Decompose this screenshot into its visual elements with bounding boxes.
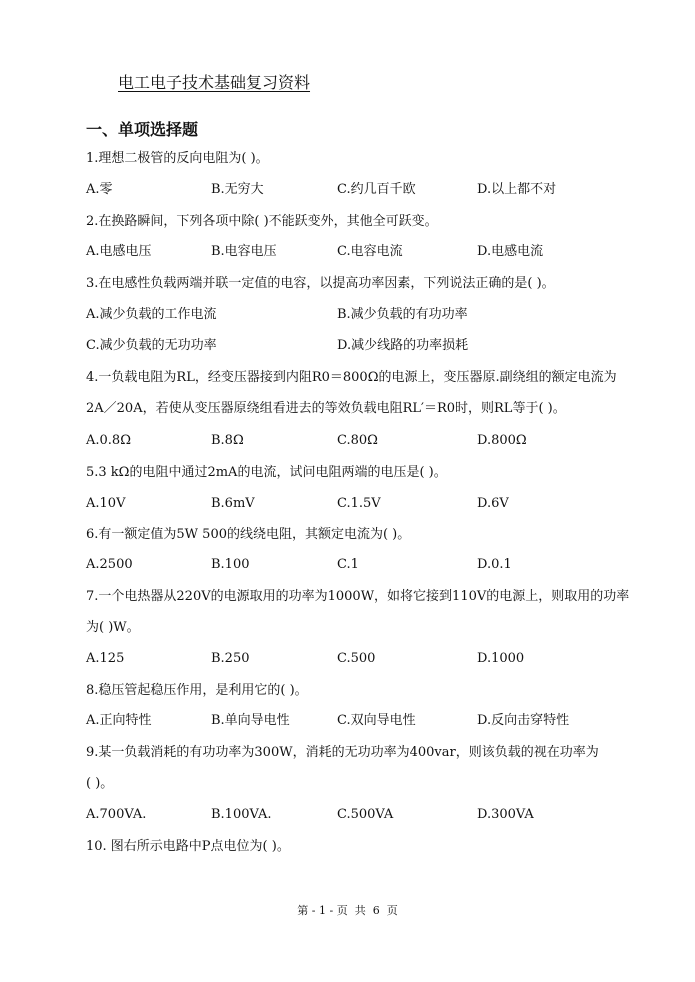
question-9-text: ( )。 <box>86 776 114 791</box>
question-5-option-b: B.6mV <box>211 496 255 511</box>
question-9-option-c: C.500VA <box>337 807 394 822</box>
question-5-option-d: D.6V <box>477 496 509 511</box>
question-2-option-c: C.电容电流 <box>337 244 403 259</box>
section-heading: 一、单项选择题 <box>86 120 199 139</box>
question-7-option-b: B.250 <box>211 651 250 666</box>
question-6-text: 6.有一额定值为5W 500的线绕电阻，其额定电流为( )。 <box>86 527 411 542</box>
question-1-option-c: C.约几百千欧 <box>337 182 416 197</box>
question-8-option-c: C.双向导电性 <box>337 713 416 728</box>
question-2-text: 2.在换路瞬间，下列各项中除( )不能跃变外，其他全可跃变。 <box>86 214 438 229</box>
question-1-option-d: D.以上都不对 <box>477 182 557 197</box>
question-6-option-d: D.0.1 <box>477 557 512 572</box>
question-1-option-b: B.无穷大 <box>211 182 264 197</box>
question-6-option-c: C.1 <box>337 557 359 572</box>
question-2-option-d: D.电感电流 <box>477 244 544 259</box>
question-4-option-a: A.0.8Ω <box>86 433 131 448</box>
question-9-option-d: D.300VA <box>477 807 534 822</box>
question-3-option-c: C.减少负载的无功功率 <box>86 338 217 353</box>
question-7-option-a: A.125 <box>86 651 125 666</box>
question-7-option-c: C.500 <box>337 651 376 666</box>
question-2-option-b: B.电容电压 <box>211 244 277 259</box>
question-3-option-d: D.减少线路的功率损耗 <box>337 338 469 353</box>
question-2-option-a: A.电感电压 <box>86 244 152 259</box>
question-3-option-b: B.减少负载的有功功率 <box>337 307 468 322</box>
question-8-text: 8.稳压管起稳压作用，是利用它的( )。 <box>86 683 308 698</box>
question-10-text: 10. 图右所示电路中P点电位为( )。 <box>86 839 290 854</box>
question-1-text: 1.理想二极管的反向电阻为( )。 <box>86 151 269 166</box>
question-7-text: 为( )W。 <box>86 620 140 635</box>
question-3-option-a: A.减少负载的工作电流 <box>86 307 217 322</box>
question-9-option-a: A.700VA. <box>86 807 147 822</box>
question-5-option-c: C.1.5V <box>337 496 381 511</box>
question-4-text: 2A／20A，若使从变压器原绕组看进去的等效负载电阻RL′＝R0时，则RL等于( )。 <box>86 401 566 416</box>
question-4-option-d: D.800Ω <box>477 433 527 448</box>
page-footer: 第 - 1 - 页 共 6 页 <box>297 904 398 917</box>
question-4-option-b: B.8Ω <box>211 433 244 448</box>
question-8-option-d: D.反向击穿特性 <box>477 713 570 728</box>
question-9-text: 9.某一负载消耗的有功功率为300W，消耗的无功功率为400var，则该负载的视在功率为 <box>86 745 599 760</box>
question-1-option-a: A.零 <box>86 182 113 197</box>
question-7-option-d: D.1000 <box>477 651 525 666</box>
question-3-text: 3.在电感性负载两端并联一定值的电容，以提高功率因素，下列说法正确的是( )。 <box>86 276 555 291</box>
question-9-option-b: B.100VA. <box>211 807 272 822</box>
question-7-text: 7.一个电热器从220V的电源取用的功率为1000W，如将它接到110V的电源上，则取用的功率 <box>86 589 630 604</box>
question-8-option-b: B.单向导电性 <box>211 713 290 728</box>
question-6-option-b: B.100 <box>211 557 250 572</box>
document-title: 电工电子技术基础复习资料 <box>118 73 311 92</box>
question-5-option-a: A.10V <box>86 496 126 511</box>
question-4-option-c: C.80Ω <box>337 433 378 448</box>
question-4-text: 4.一负载电阻为RL，经变压器接到内阻R0＝800Ω的电源上，变压器原.副绕组的额定电流为 <box>86 370 617 385</box>
question-6-option-a: A.2500 <box>86 557 133 572</box>
question-8-option-a: A.正向特性 <box>86 713 152 728</box>
question-5-text: 5.3 kΩ的电阻中通过2mA的电流，试问电阻两端的电压是( )。 <box>86 465 447 480</box>
